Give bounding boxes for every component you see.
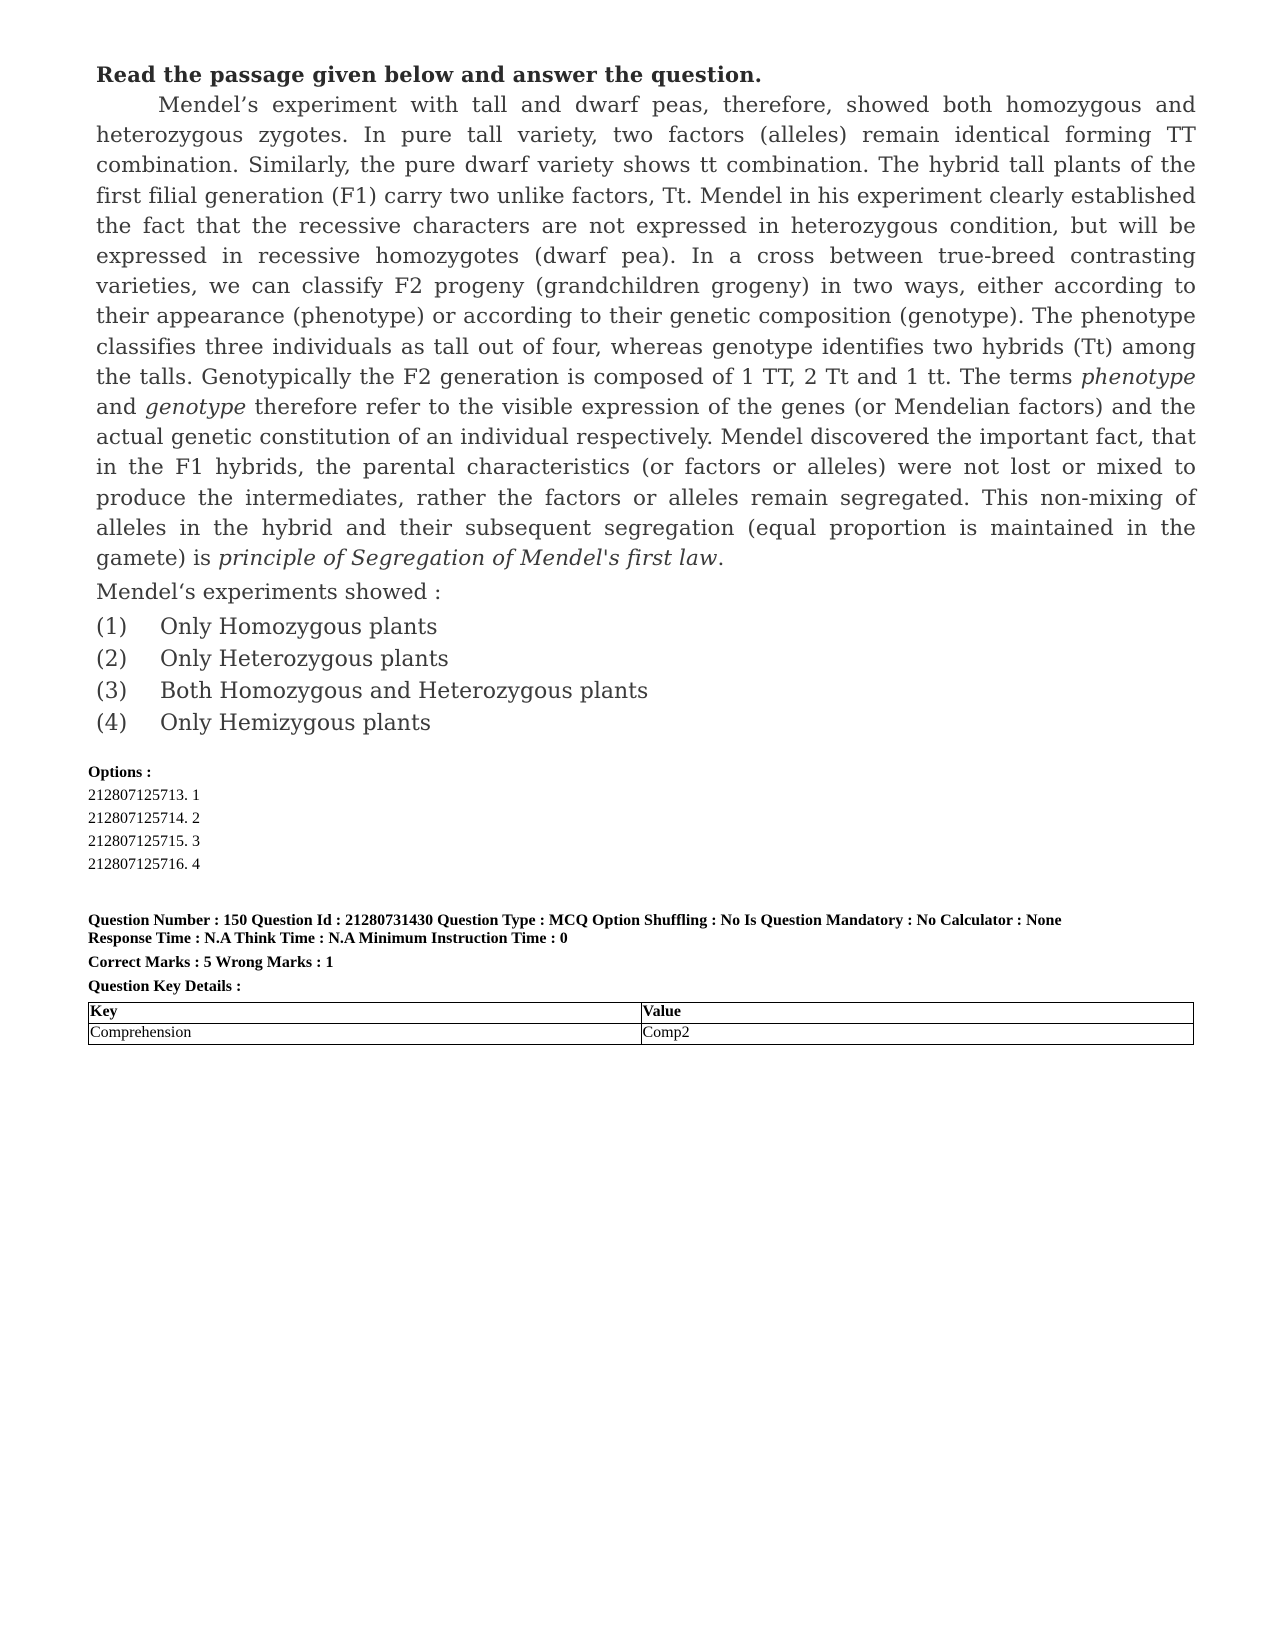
table-cell-key: Comprehension [89, 1024, 642, 1045]
question-info-line-1: Question Number : 150 Question Id : 21280731430 Question Type : MCQ Option Shuffling : No Is Question Mandatory : No Calculator : None [88, 912, 1062, 929]
question-key-details-label: Question Key Details : [88, 978, 242, 995]
answer-choice-number: (1) [96, 615, 128, 641]
answer-choice-text: Only Homozygous plants [160, 615, 438, 641]
question-stem: Mendel‘s experiments showed : [96, 580, 442, 606]
passage-part-2: and [96, 395, 137, 421]
table-header-key: Key [89, 1003, 642, 1024]
passage-text [96, 91, 1196, 574]
answer-choice-text: Only Heterozygous plants [160, 647, 449, 673]
options-block [88, 762, 1192, 876]
answer-choice-number: (2) [96, 647, 128, 673]
passage-heading: Read the passage given below and answer the question. [96, 62, 763, 87]
answer-choice [96, 676, 1196, 708]
passage-part-3: therefore refer to the visible expression of the genes (or Mendelian factors) and the actual genetic constitution of an individual respectively. Mendel discovered the important fact, that in the F1 hybrids, the parental characteristics (or factors or alleles) were not lost or mixed to produce the intermediates, rather the factors or alleles remain segregated. This non-mixing of alleles in the hybrid and their subsequent segregation (equal proportion is maintained in the gamete) is [96, 395, 1197, 572]
question-info-block [88, 912, 1192, 996]
question-info-line-2: Response Time : N.A Think Time : N.A Minimum Instruction Time : 0 [88, 930, 568, 947]
table-header-value: Value [641, 1003, 1194, 1024]
passage-term-phenotype: phenotype [1080, 364, 1196, 390]
passage-term-genotype: genotype [144, 395, 247, 421]
answer-choice [96, 612, 1196, 644]
passage-part-1: Mendel’s experiment with tall and dwarf peas, therefore, showed both homozygous and heterozygous zygotes. In pure tall variety, two factors (alleles) remain identical forming TT combination. Similarly, the pure dwarf variety shows tt combination. The hybrid tall plants of the first filial generation (F1) carry two unlike factors, Tt. Mendel in his experiment clearly established the fact that the recessive characters are not expressed in heterozygous condition, but will be expressed in recessive homozygotes (dwarf pea). In a cross between true-breed contrasting varieties, we can classify F2 progeny (grandchildren grogeny) in two ways, either according to their appearance (phenotype) or according to their genetic composition (genotype). The phenotype classifies three individuals as tall out of four, whereas genotype identifies two hybrids (Tt) among the talls. Genotypically the F2 generation is composed of 1 TT, 2 Tt and 1 tt. The terms [96, 93, 1196, 390]
option-item: 212807125716. 4 [88, 856, 200, 873]
answer-choice-text: Only Hemizygous plants [160, 711, 432, 737]
question-key-table [88, 1002, 1194, 1045]
answer-choice [96, 644, 1196, 676]
answer-choice-text: Both Homozygous and Heterozygous plants [160, 679, 649, 705]
option-item: 212807125714. 2 [88, 810, 200, 827]
question-marks: Correct Marks : 5 Wrong Marks : 1 [88, 954, 334, 971]
table-header-row [89, 1003, 1194, 1024]
option-item: 212807125713. 1 [88, 787, 200, 804]
passage-term-principle: principle of Segregation of Mendel's first law [218, 546, 718, 572]
passage-part-4: . [717, 546, 725, 572]
options-label: Options : [88, 764, 152, 781]
answer-choice-number: (4) [96, 711, 128, 737]
question-passage-image [96, 62, 1196, 740]
answer-choices [96, 612, 1196, 740]
table-row [89, 1024, 1194, 1045]
option-item: 212807125715. 3 [88, 833, 200, 850]
answer-choice [96, 708, 1196, 740]
answer-choice-number: (3) [96, 679, 128, 705]
table-cell-value: Comp2 [641, 1024, 1194, 1045]
